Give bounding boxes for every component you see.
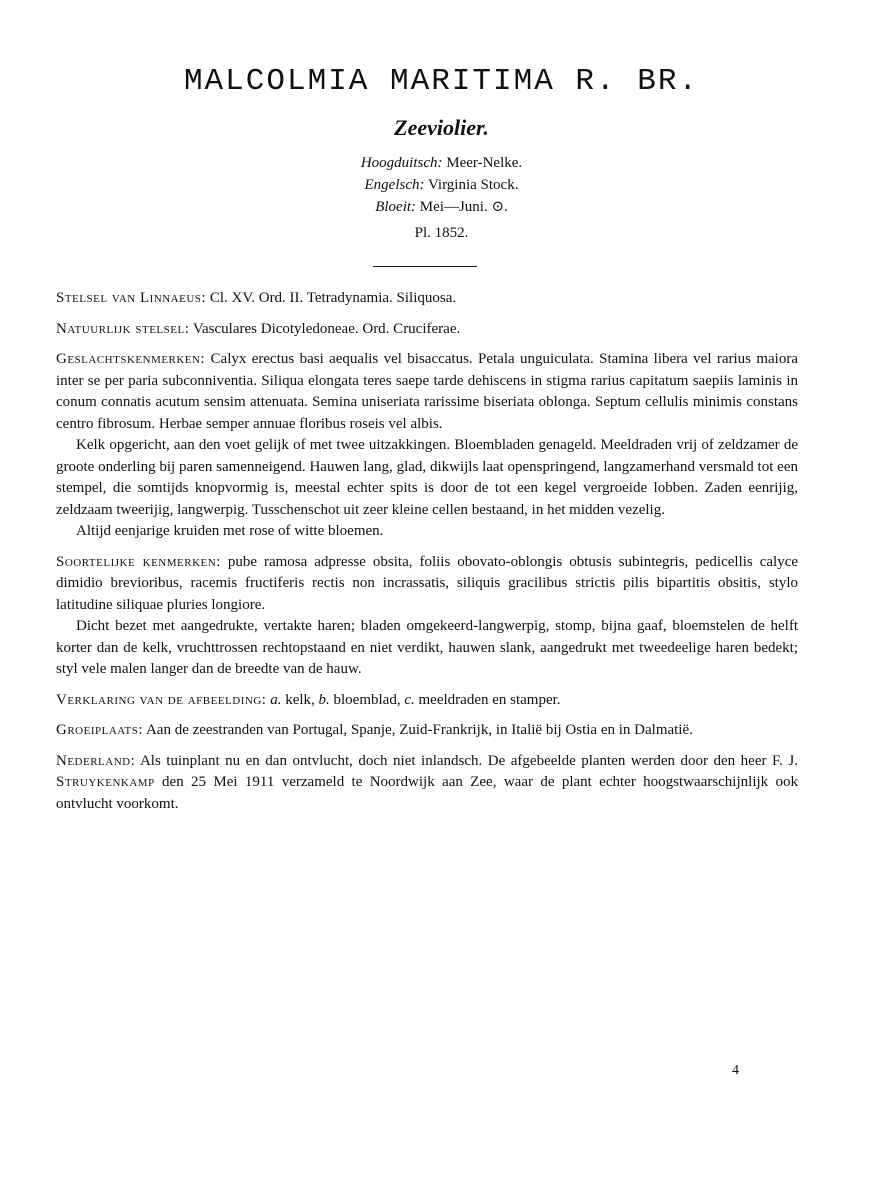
netherlands-text-1: Als tuinplant nu en dan ontvlucht, doch niet inlandsch. De afgebeelde planten werden door den heer F. J.: [139, 752, 798, 769]
genus-dutch-text-2: Altijd eenjarige kruiden met rose of witte bloemen.: [76, 523, 384, 539]
flowering-line: [0, 196, 883, 218]
collector-name: Struykenkamp: [56, 774, 155, 790]
german-value: Meer-Nelke.: [446, 155, 523, 171]
flowering-value: Mei—Juni. ⊙.: [419, 199, 508, 215]
plate-number: Pl. 1852.: [414, 225, 469, 241]
netherlands-section: [56, 751, 798, 816]
genus-latin-section: [56, 349, 798, 435]
natural-system-label: Natuurlijk stelsel:: [56, 320, 190, 337]
figure-legend-b-text: bloemblad,: [333, 691, 401, 708]
species-latin-section: [56, 552, 798, 617]
figure-legend-c: c.: [404, 691, 415, 708]
figure-legend-a: a.: [270, 691, 282, 708]
divider: [373, 266, 477, 267]
figure-legend-section: [56, 690, 798, 712]
species-label: Soortelijke kenmerken:: [56, 553, 221, 570]
german-label: Hoogduitsch:: [360, 155, 443, 171]
species-title: MALCOLMIA MARITIMA R. BR.: [183, 64, 700, 99]
genus-label: Geslachtskenmerken:: [56, 351, 206, 367]
linnaeus-label: Stelsel van Linnaeus:: [56, 290, 207, 306]
figure-legend-c-text: meeldraden en stamper.: [418, 691, 561, 708]
netherlands-text-2: den 25 Mei 1911 verzameld te Noordwijk aan Zee, waar de plant echter hoogstwaarschijnlijk ook ontvlucht voorkomt.: [56, 774, 799, 812]
figure-legend-a-text: kelk,: [285, 691, 315, 708]
habitat-label: Groeiplaats:: [56, 722, 144, 738]
english-value: Virginia Stock.: [427, 177, 519, 193]
habitat-section: [56, 720, 798, 742]
species-dutch-text: Dicht bezet met aangedrukte, vertakte haren; bladen omgekeerd-langwerpig, stomp, bijna gaaf, bloemstelen de helft korter dan de kelk, vruchttrossen rechtopstaand en niet verdikt, hauwen slank, aangedrukt met tweedeelige haren bedekt; styl vele malen langer dan de breedte van de hauw.: [56, 618, 798, 677]
german-name-line: [0, 152, 883, 174]
species-latin-text: pube ramosa adpresse obsita, foliis obovato-oblongis obtusis subintegris, pedicellis calyce dimidio brevioribus, racemis fructiferis rectis non incrassatis, siliquis gracilibus strictis pilis bipartitis obsitis, stylo latitudine siliquae pluries longiore.: [56, 553, 799, 613]
natural-system-text: Vasculares Dicotyledoneae. Ord. Cruciferae.: [192, 320, 461, 337]
english-label: Engelsch:: [364, 177, 425, 193]
natural-system-section: [56, 319, 798, 341]
dutch-name: Zeeviolier.: [394, 115, 489, 140]
genus-latin-text: Calyx erectus basi aequalis vel bisaccatus. Petala unguiculata. Stamina libera vel rarius maiora inter se per paria subconniventia. Siliqua elongata teres saepe tarde dehiscens in stigma rarius capitatum saepiis laminis in conum connatis acutum sensim attenuata. Semina uniseriata rarissime biseriata oblonga. Septum cellulis minimis constans centro fibrosum. Herbae semper annuae floribus roseis vel albis.: [56, 351, 799, 432]
common-names-block: [0, 152, 883, 244]
english-name-line: [0, 174, 883, 196]
linnaeus-text: Cl. XV. Ord. II. Tetradynamia. Siliquosa.: [209, 290, 457, 306]
figure-legend-label: Verklaring van de afbeelding:: [56, 691, 267, 708]
netherlands-label: Nederland:: [56, 752, 136, 769]
figure-legend-b: b.: [318, 691, 330, 708]
description-body: [56, 288, 798, 824]
habitat-text: Aan de zeestranden van Portugal, Spanje, Zuid-Frankrijk, in Italië bij Ostia en in Dalmatië.: [145, 722, 693, 738]
linnaeus-section: [56, 288, 798, 310]
flowering-label: Bloeit:: [375, 199, 417, 215]
page-number: 4: [732, 1063, 739, 1078]
genus-dutch-text: Kelk opgericht, aan den voet gelijk of met twee uitzakkingen. Bloembladen genageld. Meeldraden vrij of zeldzamer de groote onderling bij paren samenneigend. Hauwen lang, glad, dikwijls laat openspringend, langzamerhand versmald tot een stempel, die somtijds knopvormig is, meestal echter spits is door de tot een kegel vergroeide lobben. Zaden eenrijig, zeldzaam tweerijig, langwerpig. Tusschenschot uit zeer kleine cellen bestaand, in het midden vezelig.: [56, 437, 798, 518]
